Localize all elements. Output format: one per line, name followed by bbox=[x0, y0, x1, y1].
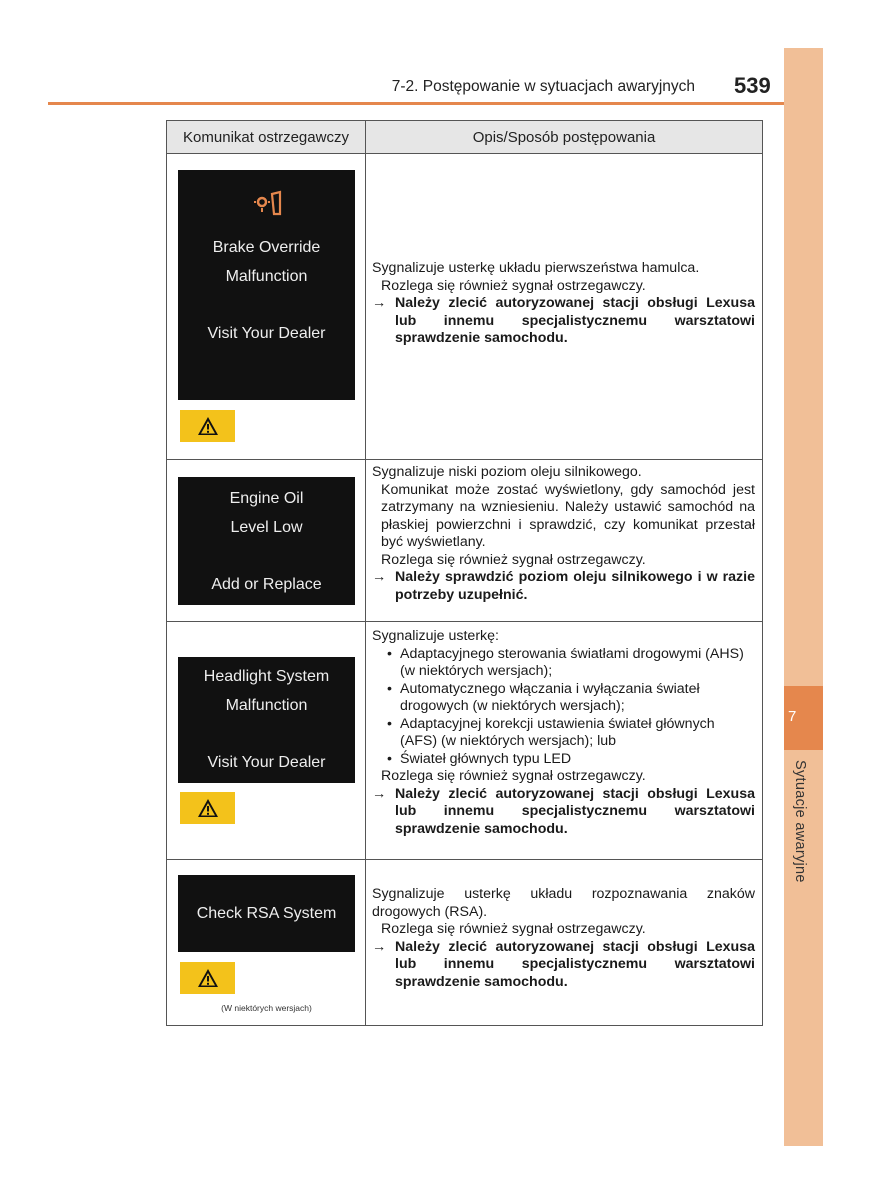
desc-lead: Sygnalizuje usterkę: bbox=[372, 628, 499, 644]
display-line: Check RSA System bbox=[196, 905, 337, 922]
table-row bbox=[167, 622, 763, 860]
page-number: 539 bbox=[734, 73, 771, 98]
desc-lead: Sygnalizuje usterkę układu pierwszeństwa hamulca. bbox=[372, 260, 700, 276]
display-spacer bbox=[178, 291, 355, 320]
desc-action: → Należy zlecić autoryzowanej stacji obsługi Lexusa lub innemu specjalistycznemu warsztatowi sprawdzenie samochodu. bbox=[372, 295, 755, 346]
col-header-message: Komunikat ostrzegawczy bbox=[167, 121, 366, 154]
message-cell bbox=[167, 622, 366, 860]
desc-bullet: • Świateł głównych typu LED bbox=[387, 750, 572, 767]
desc-note: Rozlega się również sygnał ostrzegawczy. bbox=[381, 768, 646, 784]
message-cell bbox=[167, 154, 366, 460]
desc-note: Rozlega się również sygnał ostrzegawczy. bbox=[381, 921, 646, 937]
display-line: Visit Your Dealer bbox=[207, 753, 326, 771]
warning-triangle-icon bbox=[197, 968, 219, 988]
desc-note: Rozlega się również sygnał ostrzegawczy. bbox=[381, 277, 646, 294]
warning-badge bbox=[180, 792, 235, 824]
desc-action: → Należy zlecić autoryzowanej stacji obsługi Lexusa lub innemu specjalistycznemu warsztatowi sprawdzenie samochodu. bbox=[372, 938, 755, 990]
desc-lead: Sygnalizuje niski poziom oleju silnikowego. bbox=[372, 464, 642, 480]
display-line: Visit Your Dealer bbox=[207, 324, 326, 342]
desc-action: → Należy zlecić autoryzowanej stacji obsługi Lexusa lub innemu specjalistycznemu warsztatowi sprawdzenie samochodu. bbox=[372, 785, 755, 837]
chapter-number: 7 bbox=[788, 708, 797, 725]
warning-triangle-icon bbox=[197, 798, 219, 818]
chapter-label: Sytuacje awaryjne bbox=[792, 760, 808, 883]
table-row bbox=[167, 860, 763, 1026]
desc-lead: Sygnalizuje usterkę układu rozpoznawania znaków drogowych (RSA). bbox=[372, 886, 755, 920]
warning-messages-table bbox=[166, 120, 763, 1026]
display-line: Headlight System bbox=[203, 668, 330, 685]
display-line: Level Low bbox=[230, 518, 303, 536]
warning-triangle-icon bbox=[197, 416, 219, 436]
desc-bullet: • Automatycznego włączania i wyłączania świateł drogowych (w niektórych wersjach); bbox=[387, 680, 700, 714]
description-cell bbox=[366, 860, 763, 1026]
desc-note: Rozlega się również sygnał ostrzegawczy. bbox=[381, 551, 646, 568]
table-row bbox=[167, 460, 763, 622]
brake-override-icon bbox=[254, 188, 284, 218]
desc-action: → Należy sprawdzić poziom oleju silnikowego i w razie potrzeby uzupełnić. bbox=[372, 569, 755, 603]
display-line: Malfunction bbox=[225, 696, 308, 714]
message-cell bbox=[167, 860, 366, 1026]
footnote: (W niektórych wersjach) bbox=[221, 1003, 312, 1013]
display-line: Malfunction bbox=[225, 267, 308, 285]
display-spacer bbox=[178, 720, 355, 749]
message-cell bbox=[167, 460, 366, 622]
desc-bullet: • Adaptacyjnej korekcji ustawienia świateł głównych (AFS) (w niektórych wersjach); lub bbox=[387, 715, 715, 749]
display-line: Add or Replace bbox=[211, 575, 322, 593]
display-line: Engine Oil bbox=[229, 490, 304, 507]
table-header-row bbox=[167, 121, 763, 154]
display-line: Brake Override bbox=[212, 239, 321, 256]
chapter-side-tab bbox=[784, 48, 823, 1146]
section-title: 7-2. Postępowanie w sytuacjach awaryjnych bbox=[391, 78, 695, 95]
header-rule bbox=[48, 102, 784, 105]
dashboard-display bbox=[178, 657, 355, 783]
desc-note: Komunikat może zostać wyświetlony, gdy samochód jest zatrzymany na wzniesieniu. Należy ustawić samochód na płaskiej powierzchni i sprawdzić, czy komunikat przestał być wyświetlany. bbox=[381, 481, 755, 550]
dashboard-display bbox=[178, 170, 355, 400]
table-row bbox=[167, 154, 763, 460]
display-spacer bbox=[178, 542, 355, 571]
warning-badge bbox=[180, 410, 235, 442]
col-header-description: Opis/Sposób postępowania bbox=[366, 121, 763, 154]
dashboard-display bbox=[178, 477, 355, 605]
description-cell bbox=[366, 154, 763, 460]
warning-badge bbox=[180, 962, 235, 994]
desc-bullet: • Adaptacyjnego sterowania światłami drogowymi (AHS) (w niektórych wersjach); bbox=[387, 645, 744, 679]
dashboard-display bbox=[178, 875, 355, 952]
description-cell bbox=[366, 622, 763, 860]
description-cell bbox=[366, 460, 763, 622]
